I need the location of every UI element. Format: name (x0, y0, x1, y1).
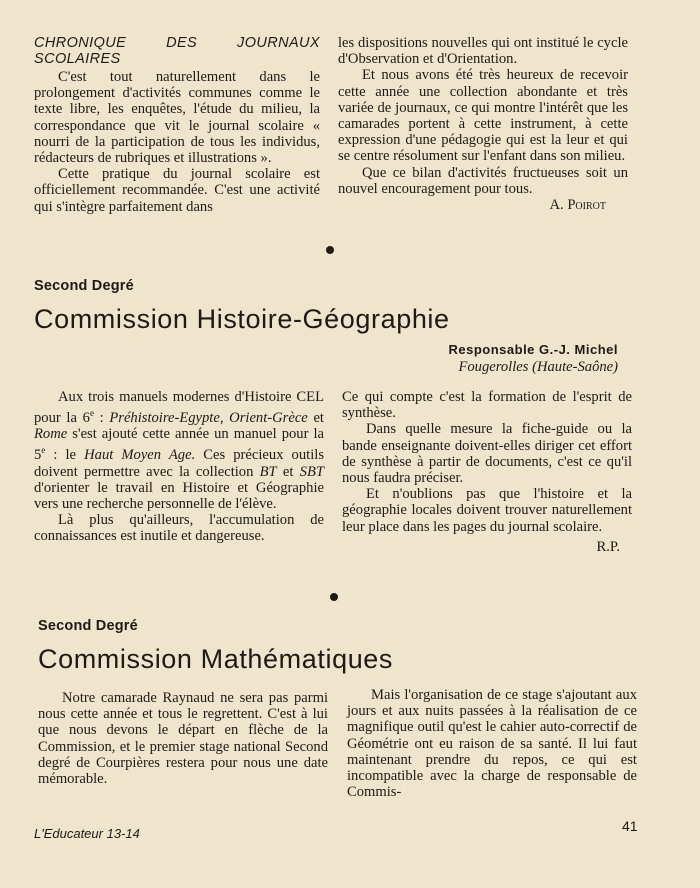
maths-right-column (347, 687, 637, 800)
chronique-title: CHRONIQUE DES JOURNAUX SCOLAIRES (34, 35, 320, 67)
maths-kicker: Second Degré (38, 618, 138, 634)
histoire-right-column (342, 389, 632, 555)
section-separator-bullet (326, 246, 334, 254)
histoire-paragraph-1: Aux trois manuels modernes d'Histoire CEL pour la 6e : Préhistoire-Egypte, Orient-Grèce et Rome s'est ajouté cette année un manuel pour la 5e : le Haut Moyen Age. Ces précieux outils doivent permettre avec la collection BT et SBT d'orienter le travail en Histoire et Géographie vers une recherche personnelle de l'élève. (34, 389, 324, 512)
chronique-paragraph-4: Que ce bilan d'activités fructueuses soit un nouvel encouragement pour tous. (338, 164, 628, 197)
maths-title: Commission Mathématiques (38, 644, 394, 674)
histoire-right-lead: Ce qui compte c'est la formation de l'esprit de synthèse. (342, 389, 632, 422)
chronique-signature: A. Poirot (549, 197, 606, 214)
page-number: 41 (622, 818, 638, 834)
maths-paragraph-2: Mais l'organisation de ce stage s'ajoutant aux jours et aux nuits passées à la réalisation de ce magnifique outil qu'est le cahier auto-correctif de Géométrie ont eu raison de sa santé. Il lui faut maintenant prendre du repos, ce qui est incompatible avec la charge de responsable de Commis- (347, 687, 637, 801)
histoire-kicker: Second Degré (34, 278, 134, 294)
footer-journal: L'Educateur 13-14 (34, 826, 140, 841)
maths-paragraph-1: Notre camarade Raynaud ne sera pas parmi nous cette année et tous le regrettent. C'est à lui que nous devons le départ en flèche de la Commission, et le premier stage national Second degré de Courpières restera pour nous une date mémorable. (38, 690, 328, 788)
chronique-right-lead: les dispositions nouvelles qui ont institué le cycle d'Observation et d'Orientation. (338, 35, 628, 68)
chronique-paragraph-3: Et nous avons été très heureux de recevoir cette année une collection abondante et très variée de journaux, ce qui montre l'intérêt que les camarades portent à cette instrument, à cette expression d'une pédagogie qui est la leur et qui se centre résolument sur l'enfant dans son milieu. (338, 67, 628, 165)
histoire-signature: R.P. (596, 538, 620, 555)
histoire-paragraph-2: Là plus qu'ailleurs, l'accumulation de connaissances est inutile et dangereuse. (34, 512, 324, 545)
histoire-paragraph-3: Dans quelle mesure la fiche-guide ou la bande enseignante doivent-elles diriger cet effort de synthèse à partir de documents, c'est ce qu'il nous faudra préciser. (342, 421, 632, 487)
chronique-left-column (34, 35, 320, 215)
histoire-title: Commission Histoire-Géographie (34, 304, 450, 334)
section-separator-bullet (330, 593, 338, 601)
histoire-paragraph-4: Et n'oublions pas que l'histoire et la géographie locales doivent trouver naturellement leur place dans les pages du journal scolaire. (342, 486, 632, 535)
maths-left-column (38, 690, 328, 787)
chronique-paragraph-2: Cette pratique du journal scolaire est officiellement recommandée. C'est une activité qui s'intègre parfaitement dans (34, 166, 320, 215)
histoire-left-column (34, 389, 324, 545)
chronique-right-column (338, 35, 628, 213)
histoire-place: Fougerolles (Haute-Saône) (458, 359, 618, 375)
histoire-responsable: Responsable G.-J. Michel (448, 342, 618, 357)
chronique-paragraph-1: C'est tout naturellement dans le prolongement d'activités communes comme le texte libre, les enquêtes, l'étude du milieu, la correspondance que vit le journal scolaire « nourri de la participation de tous les individus, rédacteurs de rubriques et illustrations ». (34, 69, 320, 167)
